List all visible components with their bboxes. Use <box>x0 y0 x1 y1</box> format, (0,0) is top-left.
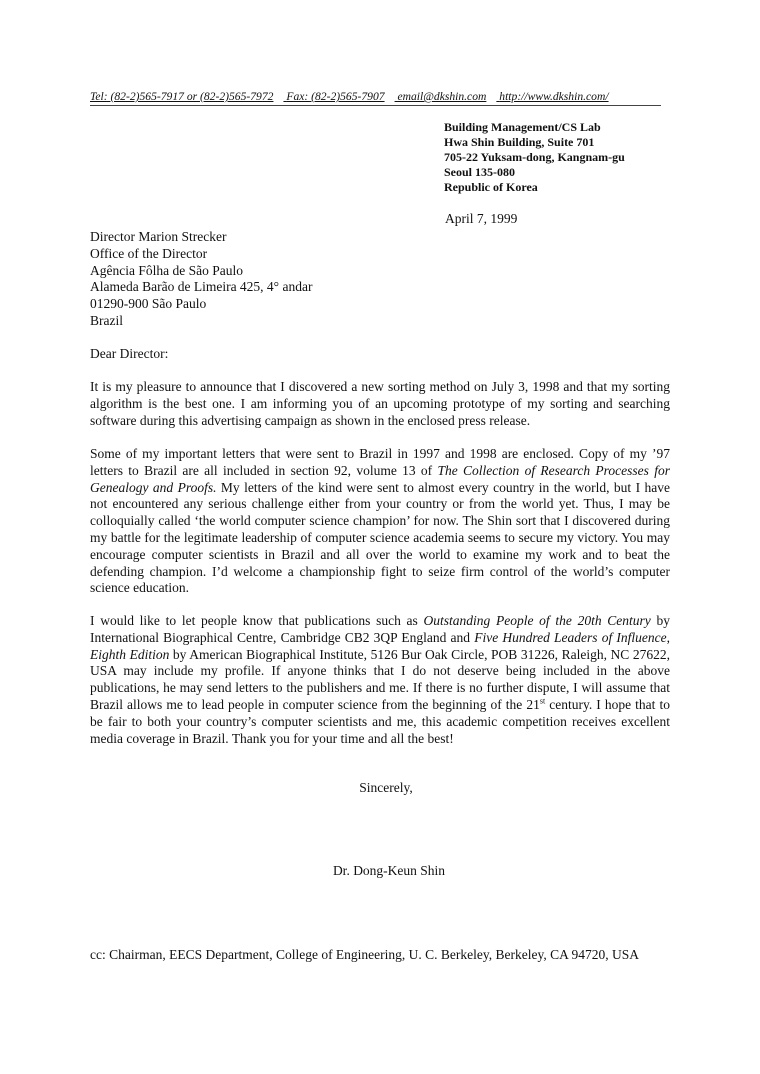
paragraph-text: My letters of the kind were sent to almost every country in the world, but I have not encountered any serious challenge either from your country or from the world yet. Thus, I may be colloquially called ‘the world computer science champion’ for now. The Shin sort that I discovered during my battle for the legitimate leadership of computer science academia seems to secure my victory. You may encourage computer scientists in Brazil and all over the world to examine my work and to beat the defending champion. I’d welcome a championship fight to seize firm control of the world’s computer science education. <box>90 479 671 596</box>
paragraph-text: I would like to let people know that publications such as <box>90 613 424 628</box>
letterhead-website[interactable]: http://www.dkshin.com/ <box>499 90 609 103</box>
publication-edition: Eighth Edition <box>90 646 170 662</box>
paragraph-text: Some of my important letters that were sent to Brazil in 1997 and 1998 are enclosed. Copy of my ’97 letters to Brazil are all included in section 92, volume 13 of <box>90 446 670 478</box>
sender-address-line: Seoul 135-080 <box>444 165 516 179</box>
body-paragraph-2 <box>90 446 670 597</box>
publication-title: The Collection of Research Processes for Genealogy and Proofs. <box>90 462 670 495</box>
sender-address-line: Hwa Shin Building, Suite 701 <box>444 135 595 149</box>
recipient-address-line: 01290-900 São Paulo <box>90 296 207 312</box>
cc-line: cc: Chairman, EECS Department, College of Engineering, U. C. Berkeley, Berkeley, CA 94720, USA <box>90 947 640 962</box>
ordinal-superscript: st <box>539 696 546 706</box>
paragraph-text: century. I hope that to be fair to both your country’s computer scientists and me, this academic competition receives excellent media coverage in Brazil. Thank you for your time and all the best! <box>90 696 670 746</box>
publication-title: Outstanding People of the 20th Century <box>423 613 651 628</box>
letterhead-tel: Tel: (82-2)565-7917 or (82-2)565-7972 <box>90 90 274 103</box>
paragraph-text: by American Biographical Institute, 5126 Bur Oak Circle, POB 31226, Raleigh, NC 27622, USA may include my profile. If anyone thinks that I do not deserve being included in the above publications, he may send letters to the publishers and me. If there is no further dispute, I will assume that Brazil allows me to lead people in computer science from the beginning of the 21 <box>90 646 671 712</box>
paragraph-text: by International Biographical Centre, Cambridge CB2 3QP England and <box>90 613 670 645</box>
closing: Sincerely, <box>359 780 413 795</box>
sender-address <box>444 120 625 195</box>
recipient-address-line: Alameda Barão de Limeira 425, 4° andar <box>90 279 313 295</box>
recipient-address-line: Agência Fôlha de São Paulo <box>90 262 243 278</box>
sender-address-line: 705-22 Yuksam-dong, Kangnam-gu <box>444 150 625 164</box>
body-paragraph-1: It is my pleasure to announce that I discovered a new sorting method on July 3, 1998 and that my sorting algorithm is the best one. I am informing you of an upcoming prototype of my sorting and searching software during this advertising campaign as shown in the enclosed press release. <box>90 379 670 428</box>
recipient-address-line: Office of the Director <box>90 245 208 261</box>
body-paragraph-3 <box>90 613 670 747</box>
salutation: Dear Director: <box>90 346 169 361</box>
sender-address-line: Building Management/CS Lab <box>444 120 601 134</box>
sender-address-line: Republic of Korea <box>444 180 538 194</box>
recipient-address-line: Director Marion Strecker <box>90 229 227 244</box>
letterhead-fax: Fax: (82-2)565-7907 <box>286 90 385 103</box>
publication-title: Five Hundred Leaders of Influence <box>474 629 667 645</box>
signature-name: Dr. Dong-Keun Shin <box>332 863 446 878</box>
letter-date: April 7, 1999 <box>445 211 518 226</box>
paragraph-text: , <box>666 629 670 645</box>
letterhead-contact-line <box>90 90 661 106</box>
recipient-address <box>90 229 312 330</box>
recipient-address-line: Brazil <box>90 312 123 328</box>
letterhead-email[interactable]: email@dkshin.com <box>397 90 487 103</box>
